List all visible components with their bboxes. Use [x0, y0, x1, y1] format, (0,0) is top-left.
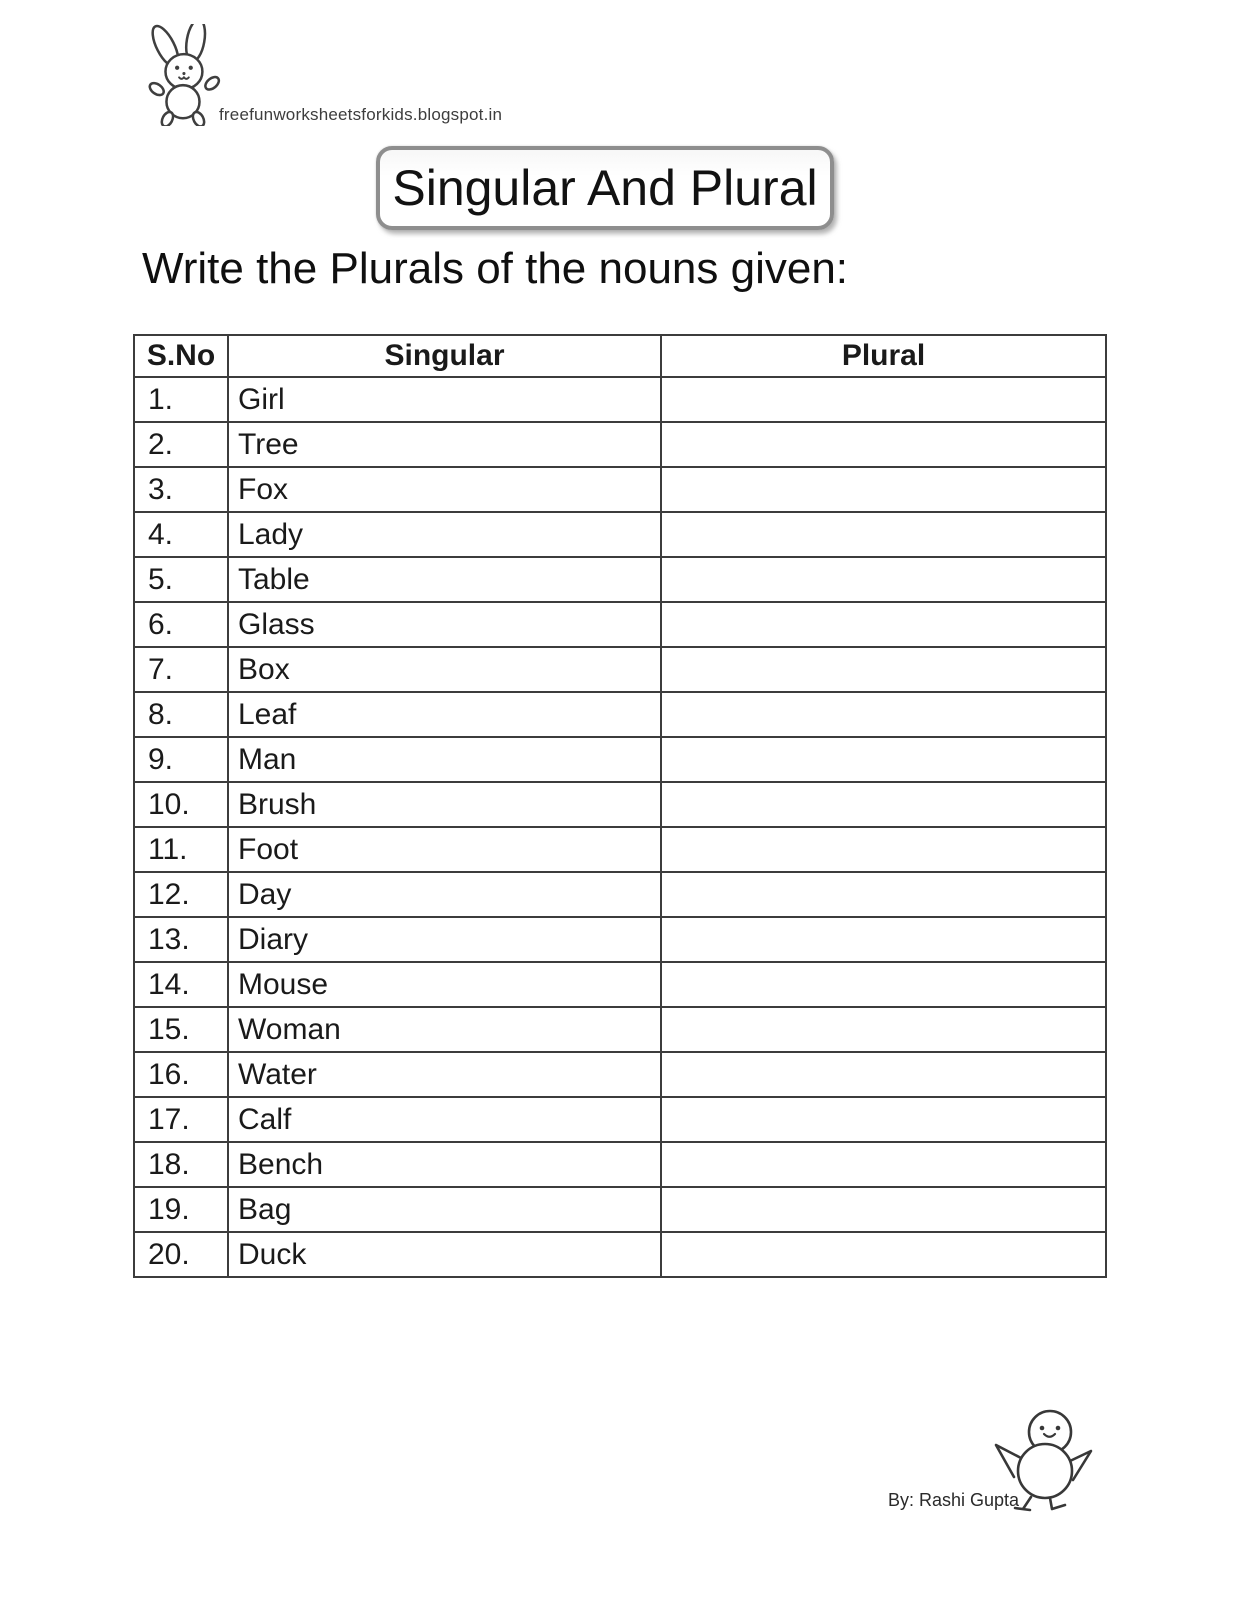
- singular-cell: Woman: [228, 1007, 661, 1052]
- table-row: [134, 692, 1106, 737]
- sno-cell: 11.: [134, 827, 228, 872]
- singular-cell: Bag: [228, 1187, 661, 1232]
- singular-cell: Box: [228, 647, 661, 692]
- table-row: [134, 557, 1106, 602]
- plural-cell: [661, 872, 1106, 917]
- sno-cell: 18.: [134, 1142, 228, 1187]
- singular-cell: Girl: [228, 377, 661, 422]
- sno-cell: 2.: [134, 422, 228, 467]
- table-row: [134, 647, 1106, 692]
- plural-cell: [661, 1232, 1106, 1277]
- instruction-text: Write the Plurals of the nouns given:: [142, 244, 849, 293]
- table-row: [134, 422, 1106, 467]
- sno-cell: 9.: [134, 737, 228, 782]
- singular-cell: Water: [228, 1052, 661, 1097]
- header-singular: Singular: [228, 335, 661, 377]
- plural-cell: [661, 962, 1106, 1007]
- table-row: [134, 377, 1106, 422]
- sno-cell: 19.: [134, 1187, 228, 1232]
- sno-cell: 8.: [134, 692, 228, 737]
- bunny-logo-icon: [138, 24, 226, 126]
- table-row: [134, 602, 1106, 647]
- singular-cell: Duck: [228, 1232, 661, 1277]
- plural-cell: [661, 1007, 1106, 1052]
- plural-cell: [661, 602, 1106, 647]
- table-row: [134, 737, 1106, 782]
- table-header-row: [134, 335, 1106, 377]
- table-row: [134, 467, 1106, 512]
- header-plural: Plural: [661, 335, 1106, 377]
- sno-cell: 12.: [134, 872, 228, 917]
- singular-cell: Glass: [228, 602, 661, 647]
- plural-cell: [661, 512, 1106, 557]
- table-row: [134, 1052, 1106, 1097]
- page-title: Singular And Plural: [392, 160, 818, 216]
- plural-cell: [661, 737, 1106, 782]
- singular-cell: Lady: [228, 512, 661, 557]
- singular-cell: Man: [228, 737, 661, 782]
- byline-text: By: Rashi Gupta: [888, 1490, 1020, 1510]
- singular-cell: Fox: [228, 467, 661, 512]
- singular-cell: Day: [228, 872, 661, 917]
- plural-cell: [661, 377, 1106, 422]
- sno-cell: 3.: [134, 467, 228, 512]
- table-row: [134, 512, 1106, 557]
- plural-cell: [661, 782, 1106, 827]
- singular-cell: Leaf: [228, 692, 661, 737]
- singular-cell: Diary: [228, 917, 661, 962]
- header-sno: S.No: [134, 335, 228, 377]
- sno-cell: 7.: [134, 647, 228, 692]
- plural-cell: [661, 917, 1106, 962]
- plural-cell: [661, 1142, 1106, 1187]
- site-url-text: freefunworksheetsforkids.blogspot.in: [219, 105, 503, 124]
- table-row: [134, 917, 1106, 962]
- table-row: [134, 782, 1106, 827]
- table-row: [134, 1232, 1106, 1277]
- table-row: [134, 1142, 1106, 1187]
- plural-cell: [661, 422, 1106, 467]
- plural-cell: [661, 1097, 1106, 1142]
- singular-cell: Bench: [228, 1142, 661, 1187]
- singular-cell: Foot: [228, 827, 661, 872]
- sno-cell: 5.: [134, 557, 228, 602]
- sno-cell: 1.: [134, 377, 228, 422]
- singular-cell: Calf: [228, 1097, 661, 1142]
- plural-cell: [661, 1187, 1106, 1232]
- plural-cell: [661, 467, 1106, 512]
- table-row: [134, 827, 1106, 872]
- plural-cell: [661, 557, 1106, 602]
- plural-cell: [661, 1052, 1106, 1097]
- singular-cell: Mouse: [228, 962, 661, 1007]
- sno-cell: 4.: [134, 512, 228, 557]
- sno-cell: 14.: [134, 962, 228, 1007]
- title-box: [376, 146, 834, 230]
- sno-cell: 16.: [134, 1052, 228, 1097]
- plural-cell: [661, 827, 1106, 872]
- sno-cell: 15.: [134, 1007, 228, 1052]
- table-row: [134, 1187, 1106, 1232]
- table-row: [134, 1097, 1106, 1142]
- sno-cell: 17.: [134, 1097, 228, 1142]
- table-row: [134, 962, 1106, 1007]
- singular-plural-table: [133, 334, 1107, 1278]
- sno-cell: 20.: [134, 1232, 228, 1277]
- singular-cell: Table: [228, 557, 661, 602]
- plural-cell: [661, 647, 1106, 692]
- sno-cell: 10.: [134, 782, 228, 827]
- sno-cell: 13.: [134, 917, 228, 962]
- table-row: [134, 1007, 1106, 1052]
- table-row: [134, 872, 1106, 917]
- singular-cell: Tree: [228, 422, 661, 467]
- sno-cell: 6.: [134, 602, 228, 647]
- plural-cell: [661, 692, 1106, 737]
- singular-cell: Brush: [228, 782, 661, 827]
